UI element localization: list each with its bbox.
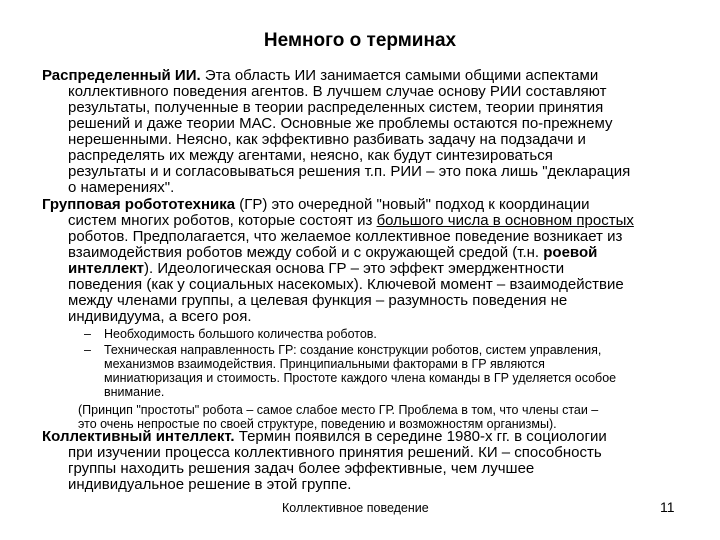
p2-line bbox=[68, 261, 564, 277]
text: Эта область ИИ занимается самыми общими аспектами bbox=[200, 67, 599, 84]
underlined-text: большого числа в основном простых bbox=[376, 212, 634, 229]
p1-line: решений и даже теории МАС. Основные же проблемы остаются по-прежнему bbox=[68, 115, 613, 132]
p1-line: результаты и и согласовываться решения т.п. РИИ – это пока лишь "декларация bbox=[68, 163, 631, 180]
page-number: 11 bbox=[660, 499, 675, 515]
term-group-robotics: Групповая робототехника bbox=[42, 196, 236, 213]
slide-title: Немного о терминах bbox=[263, 30, 457, 51]
p1-line bbox=[42, 68, 598, 84]
text: систем многих роботов, которые состоят из bbox=[68, 212, 377, 229]
bullet-2-line: Техническая направленность ГР: создание конструкции роботов, систем управления, bbox=[104, 343, 602, 357]
text: ). Идеологическая основа ГР – это эффект эмерджентности bbox=[144, 260, 565, 277]
p2-line bbox=[68, 245, 597, 261]
p3-line bbox=[42, 429, 607, 445]
p2-line bbox=[68, 213, 634, 229]
p1-line: результаты, полученные в теории распределенных систем, теории принятия bbox=[68, 99, 604, 116]
note-line: (Принцип "простоты" робота – самое слабое место ГР. Проблема в том, что члены стаи – bbox=[78, 403, 599, 417]
text: взаимодействия роботов между собой и с окружающей средой (т.н. bbox=[68, 244, 544, 261]
p3-line: индивидуальное решение в этой группе. bbox=[68, 476, 352, 493]
p2-line: поведения (как у социальных насекомых). Ключевой момент – взаимодействие bbox=[68, 276, 624, 293]
bullet-dash: – bbox=[84, 343, 91, 357]
p2-line bbox=[42, 197, 590, 213]
footer-text: Коллективное поведение bbox=[282, 501, 429, 515]
p3-line: при изучении процесса коллективного принятия решений. КИ – способность bbox=[68, 444, 602, 461]
p1-line: распределять их между агентами, неясно, как будут синтезироваться bbox=[68, 147, 553, 164]
p1-line: коллективного поведения агентов. В лучшем случае основу РИИ составляют bbox=[68, 83, 607, 100]
bullet-dash: – bbox=[84, 327, 91, 341]
note-line: это очень непростые по своей структуре, поведению и возможностям организмы). bbox=[78, 417, 557, 431]
term-distributed-ai: Распределенный ИИ. bbox=[42, 67, 201, 84]
term-collective-intellect: Коллективный интеллект. bbox=[42, 428, 235, 445]
term-swarm: роевой bbox=[543, 244, 598, 261]
p1-line: о намерениях". bbox=[68, 179, 175, 196]
bullet-2-line: механизмов взаимодействия. Принципиальными факторами в ГР являются bbox=[104, 357, 545, 371]
bullet-2-line: внимание. bbox=[104, 385, 165, 399]
text: Термин появился в середине 1980-х гг. в социологии bbox=[234, 428, 607, 445]
text: (ГР) это очередной "новый" подход к координации bbox=[235, 196, 590, 213]
p1-line: нерешенными. Неясно, как эффективно разбивать задачу на подзадачи и bbox=[68, 131, 586, 148]
p2-line: между членами группы, а целевая функция – разумность поведения не bbox=[68, 292, 568, 309]
bullet-2-line: миниатюризация и стоимость. Простоте каждого члена команды в ГР уделяется особое bbox=[104, 371, 617, 385]
bullet-1: Необходимость большого количества роботов. bbox=[104, 327, 377, 341]
p2-line: индивидуума, а всего роя. bbox=[68, 308, 252, 325]
term-intellect: интеллект bbox=[68, 260, 145, 277]
p3-line: группы находить решения задач более эффективные, чем лучшее bbox=[68, 460, 535, 477]
p2-line: роботов. Предполагается, что желаемое коллективное поведение возникает из bbox=[68, 228, 623, 245]
